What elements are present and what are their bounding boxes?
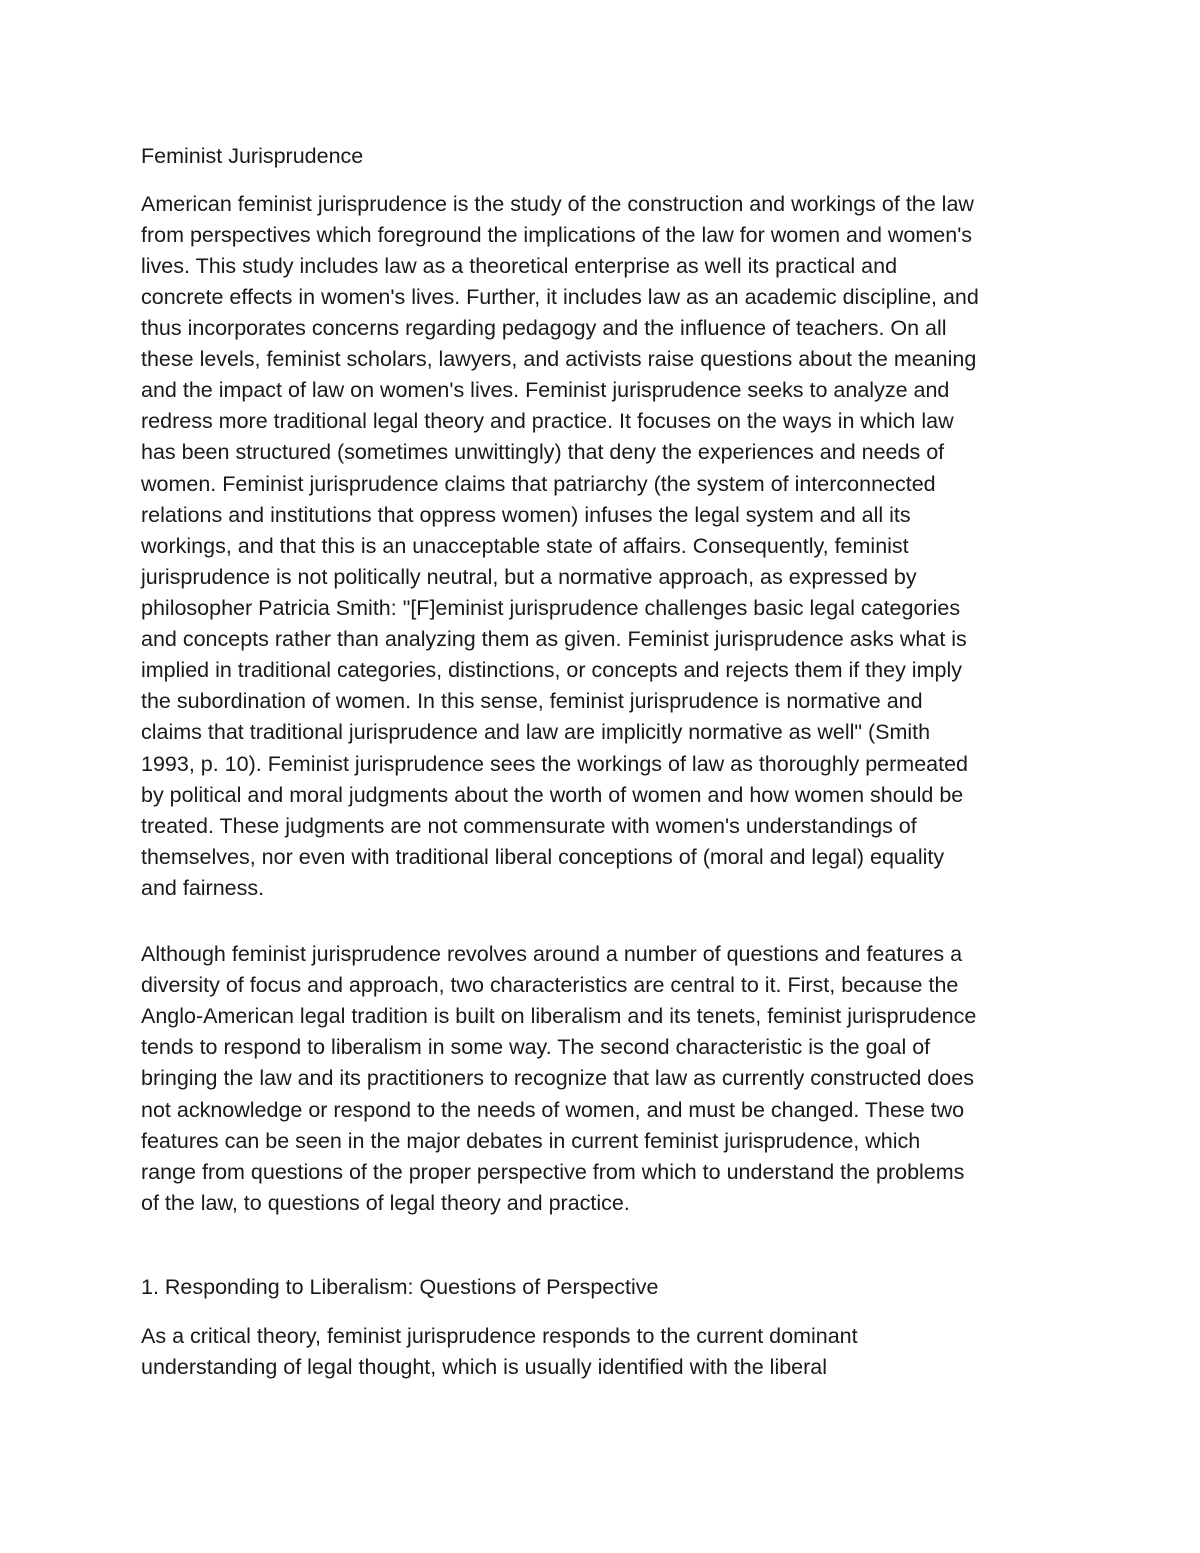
text-line: diversity of focus and approach, two characteristics are central to it. First, because the: [141, 973, 959, 997]
text-line: not acknowledge or respond to the needs of women, and must be changed. These two: [141, 1098, 965, 1122]
document-title: Feminist Jurisprudence: [141, 144, 364, 168]
text-line: Although feminist jurisprudence revolves around a number of questions and features a: [141, 942, 963, 966]
text-line: claims that traditional jurisprudence and law are implicitly normative as well" (Smith: [141, 720, 931, 744]
text-line: features can be seen in the major debates in current feminist jurisprudence, which: [141, 1129, 921, 1153]
text-line: understanding of legal thought, which is usually identified with the liberal: [141, 1355, 828, 1379]
text-line: lives. This study includes law as a theoretical enterprise as well its practical and: [141, 254, 898, 278]
text-line: As a critical theory, feminist jurisprudence responds to the current dominant: [141, 1324, 858, 1348]
text-line: by political and moral judgments about the worth of women and how women should be: [141, 783, 964, 807]
text-line: tends to respond to liberalism in some way. The second characteristic is the goal of: [141, 1035, 931, 1059]
text-line: these levels, feminist scholars, lawyers, and activists raise questions about the meaning: [141, 347, 977, 371]
text-line: workings, and that this is an unacceptable state of affairs. Consequently, feminist: [141, 534, 909, 558]
text-line: relations and institutions that oppress women) infuses the legal system and all its: [141, 503, 911, 527]
text-line: and concepts rather than analyzing them as given. Feminist jurisprudence asks what is: [141, 627, 967, 651]
text-line: themselves, nor even with traditional liberal conceptions of (moral and legal) equality: [141, 845, 945, 869]
text-line: of the law, to questions of legal theory and practice.: [141, 1191, 630, 1215]
text-line: treated. These judgments are not commensurate with women's understandings of: [141, 814, 917, 838]
text-line: women. Feminist jurisprudence claims that patriarchy (the system of interconnected: [141, 472, 936, 496]
text-line: the subordination of women. In this sense, feminist jurisprudence is normative and: [141, 689, 923, 713]
text-line: jurisprudence is not politically neutral, but a normative approach, as expressed by: [141, 565, 917, 589]
text-line: American feminist jurisprudence is the study of the construction and workings of the law: [141, 192, 974, 216]
text-line: concrete effects in women's lives. Further, it includes law as an academic discipline, and: [141, 285, 979, 309]
text-line: and fairness.: [141, 876, 265, 900]
text-line: 1993, p. 10). Feminist jurisprudence sees the workings of law as thoroughly permeated: [141, 752, 968, 776]
text-line: range from questions of the proper perspective from which to understand the problems: [141, 1160, 965, 1184]
text-line: implied in traditional categories, distinctions, or concepts and rejects them if they imply: [141, 658, 962, 682]
text-line: from perspectives which foreground the implications of the law for women and women's: [141, 223, 973, 247]
text-line: thus incorporates concerns regarding pedagogy and the influence of teachers. On all: [141, 316, 947, 340]
text-line: Anglo-American legal tradition is built on liberalism and its tenets, feminist jurisprudence: [141, 1004, 977, 1028]
text-line: has been structured (sometimes unwittingly) that deny the experiences and needs of: [141, 440, 945, 464]
text-line: redress more traditional legal theory and practice. It focuses on the ways in which law: [141, 409, 954, 433]
section-heading: 1. Responding to Liberalism: Questions of Perspective: [141, 1275, 659, 1299]
text-line: philosopher Patricia Smith: "[F]eminist jurisprudence challenges basic legal categories: [141, 596, 961, 620]
text-line: and the impact of law on women's lives. Feminist jurisprudence seeks to analyze and: [141, 378, 950, 402]
text-line: bringing the law and its practitioners to recognize that law as currently constructed does: [141, 1066, 974, 1090]
